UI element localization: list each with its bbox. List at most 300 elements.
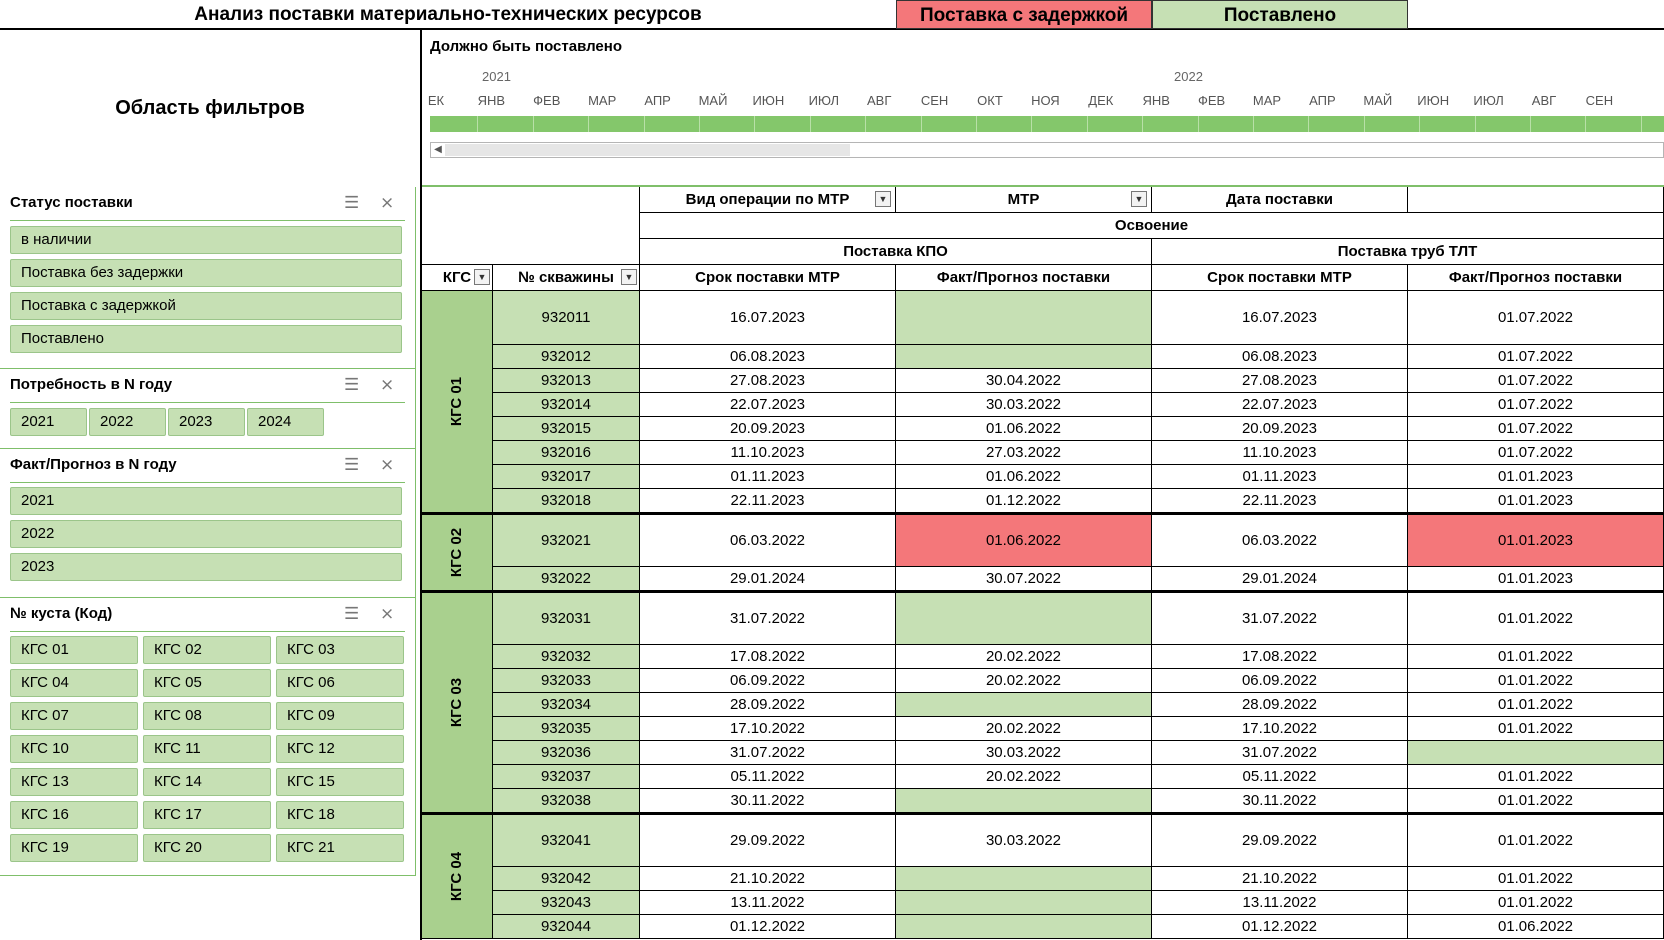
- fact-tlt-text: 01.01.2022: [1497, 870, 1574, 887]
- slicer-item[interactable]: 2022: [10, 520, 402, 548]
- term-kpo-text: 31.07.2022: [729, 744, 806, 761]
- scroll-thumb[interactable]: [445, 144, 850, 156]
- term-kpo: [640, 591, 896, 645]
- well-number-text: 932034: [540, 696, 592, 713]
- fact-kpo: [896, 693, 1152, 717]
- term-tlt-text: 06.03.2022: [1241, 532, 1318, 549]
- term-kpo: [640, 765, 896, 789]
- filter-operation-type-text: Вид операции по МТР: [685, 191, 850, 208]
- well-number-text: 932033: [540, 672, 592, 689]
- timeline-month[interactable]: АПР: [1309, 93, 1336, 108]
- fact-kpo: [896, 741, 1152, 765]
- timeline-tick: [1308, 116, 1309, 132]
- fact-tlt: [1408, 867, 1664, 891]
- timeline-tick: [588, 116, 589, 132]
- timeline-month[interactable]: АВГ: [866, 93, 892, 108]
- fact-kpo: [896, 465, 1152, 489]
- fact-kpo-text: 01.06.2022: [985, 532, 1062, 549]
- term-kpo: [640, 489, 896, 513]
- well-number-text: 932037: [540, 768, 592, 785]
- well-number: [493, 813, 640, 867]
- term-kpo-text: 22.07.2023: [729, 396, 806, 413]
- term-kpo-text: 17.08.2022: [729, 648, 806, 665]
- slicer-item[interactable]: КГС 05: [143, 669, 271, 697]
- well-number: [493, 741, 640, 765]
- divider: [10, 482, 405, 483]
- timeline-month[interactable]: ИЮН: [1417, 93, 1450, 108]
- slicer-item[interactable]: КГС 18: [276, 801, 404, 829]
- slicer-item[interactable]: КГС 20: [143, 834, 271, 862]
- slicer-item[interactable]: Поставка с задержкой: [10, 292, 402, 320]
- kgs-group-label: [422, 291, 493, 513]
- fact-kpo: [896, 813, 1152, 867]
- slicer-item[interactable]: Поставлено: [10, 325, 402, 353]
- term-tlt: [1152, 417, 1408, 441]
- fact-tlt: [1408, 645, 1664, 669]
- slicer-item[interactable]: КГС 11: [143, 735, 271, 763]
- timeline-slicer: [422, 30, 1664, 187]
- timeline-tick: [976, 116, 977, 132]
- timeline-month[interactable]: СЕН: [1585, 93, 1614, 108]
- column-header-well[interactable]: [493, 265, 640, 291]
- scroll-left-icon[interactable]: ◀: [434, 144, 442, 155]
- fact-kpo: [896, 345, 1152, 369]
- fact-kpo: [896, 291, 1152, 345]
- term-kpo: [640, 741, 896, 765]
- term-kpo-text: 17.10.2022: [729, 720, 806, 737]
- fact-tlt: [1408, 765, 1664, 789]
- fact-kpo: [896, 765, 1152, 789]
- term-kpo: [640, 789, 896, 813]
- timeline-month[interactable]: ИЮЛ: [1473, 93, 1504, 108]
- timeline-title: Должно быть поставлено: [430, 38, 622, 55]
- term-kpo: [640, 291, 896, 345]
- empty-header: [1408, 187, 1664, 213]
- well-number-text: 932017: [540, 468, 592, 485]
- slicer-item[interactable]: КГС 08: [143, 702, 271, 730]
- term-kpo-text: 22.11.2023: [730, 492, 805, 509]
- timeline-month[interactable]: ЯНВ: [1142, 93, 1170, 108]
- fact-kpo: [896, 567, 1152, 591]
- timeline-scrollbar[interactable]: [430, 142, 1664, 158]
- fact-tlt: [1408, 891, 1664, 915]
- pivot-corner: [422, 187, 640, 265]
- fact-tlt-text: 01.01.2022: [1497, 832, 1574, 849]
- timeline-month[interactable]: ОКТ: [977, 93, 1003, 108]
- timeline-month[interactable]: ИЮН: [752, 93, 785, 108]
- term-tlt: [1152, 891, 1408, 915]
- term-tlt-text: 16.07.2023: [1241, 309, 1318, 326]
- term-kpo: [640, 867, 896, 891]
- timeline-tick: [1419, 116, 1420, 132]
- fact-tlt-text: 01.07.2022: [1497, 309, 1574, 326]
- fact-tlt-text: 01.01.2022: [1497, 768, 1574, 785]
- well-dropdown-icon[interactable]: ▼: [621, 269, 637, 285]
- term-kpo: [640, 645, 896, 669]
- timeline-bar[interactable]: [430, 116, 1664, 132]
- fact-kpo: [896, 393, 1152, 417]
- term-kpo: [640, 465, 896, 489]
- timeline-month[interactable]: АВГ: [1531, 93, 1557, 108]
- fact-kpo-text: 01.12.2022: [985, 492, 1062, 509]
- fact-kpo: [896, 645, 1152, 669]
- timeline-month[interactable]: МАР: [1252, 93, 1282, 108]
- fact-tlt-text: 01.07.2022: [1497, 372, 1574, 389]
- slicer-item[interactable]: КГС 12: [276, 735, 404, 763]
- well-number: [493, 669, 640, 693]
- well-number-text: 932011: [541, 309, 591, 326]
- well-number-text: 932044: [540, 918, 592, 935]
- clear-filter-icon[interactable]: ⨯: [380, 375, 395, 394]
- fact-kpo-text: 27.03.2022: [985, 444, 1062, 461]
- well-number-text: 932032: [540, 648, 592, 665]
- timeline-tick: [1475, 116, 1476, 132]
- term-tlt-text: 01.11.2023: [1242, 468, 1317, 485]
- term-kpo: [640, 813, 896, 867]
- slicer-item[interactable]: 2021: [10, 487, 402, 515]
- fact-tlt: [1408, 567, 1664, 591]
- term-tlt-text: 06.09.2022: [1241, 672, 1318, 689]
- slicer-item[interactable]: КГС 17: [143, 801, 271, 829]
- multi-select-icon[interactable]: ☰: [344, 193, 360, 212]
- timeline-month[interactable]: НОЯ: [1031, 93, 1060, 108]
- fact-kpo: [896, 915, 1152, 939]
- term-kpo-text: 06.03.2022: [729, 532, 806, 549]
- well-number: [493, 591, 640, 645]
- term-tlt: [1152, 465, 1408, 489]
- clear-filter-icon[interactable]: ⨯: [380, 193, 395, 212]
- fact-tlt-text: 01.01.2022: [1497, 894, 1574, 911]
- well-number: [493, 765, 640, 789]
- fact-tlt-text: 01.07.2022: [1497, 396, 1574, 413]
- term-kpo: [640, 717, 896, 741]
- term-tlt: [1152, 669, 1408, 693]
- timeline-month[interactable]: ИЮЛ: [808, 93, 840, 108]
- slicer-2: [0, 369, 416, 449]
- fact-kpo: [896, 417, 1152, 441]
- fact-kpo: [896, 489, 1152, 513]
- well-number-text: 932016: [540, 444, 592, 461]
- well-number: [493, 867, 640, 891]
- fact-kpo: [896, 441, 1152, 465]
- kgs-group-label: [422, 591, 493, 813]
- legend-delivered: Поставлено: [1152, 0, 1408, 29]
- term-tlt: [1152, 441, 1408, 465]
- slicer-title: № куста (Код): [10, 605, 113, 622]
- slicer-title: Потребность в N году: [10, 376, 173, 393]
- term-tlt: [1152, 789, 1408, 813]
- timeline-month[interactable]: АПР: [644, 93, 671, 108]
- slicer-title: Факт/Прогноз в N году: [10, 456, 177, 473]
- term-tlt: [1152, 717, 1408, 741]
- timeline-tick: [1641, 116, 1642, 132]
- page-title: Анализ поставки материально-технических ресурсов: [194, 4, 702, 25]
- kgs-group-text: КГС 02: [448, 527, 466, 578]
- timeline-tick: [644, 116, 645, 132]
- fact-kpo-text: 20.02.2022: [985, 672, 1062, 689]
- timeline-month[interactable]: ЯНВ: [477, 93, 506, 108]
- kgs-group-text: КГС 04: [448, 851, 466, 902]
- sub-group-kpo-text: Поставка КПО: [843, 243, 948, 260]
- filter-mtr[interactable]: [896, 187, 1152, 213]
- term-kpo-text: 27.08.2023: [729, 372, 806, 389]
- fact-kpo-text: 20.02.2022: [985, 768, 1062, 785]
- well-number: [493, 393, 640, 417]
- column-header-term-kpo-text: Срок поставки МТР: [695, 269, 840, 286]
- fact-tlt-text: 01.01.2022: [1497, 610, 1574, 627]
- sub-group-tlt: [1152, 239, 1664, 265]
- column-header-kgs[interactable]: [422, 265, 493, 291]
- term-kpo: [640, 393, 896, 417]
- slicer-item[interactable]: КГС 21: [276, 834, 404, 862]
- legend-delayed: Поставка с задержкой: [896, 0, 1152, 29]
- term-tlt-text: 20.09.2023: [1241, 420, 1318, 437]
- timeline-tick: [1253, 116, 1254, 132]
- well-number-text: 932022: [540, 570, 592, 587]
- slicer-item[interactable]: 2021: [10, 408, 87, 436]
- fact-kpo: [896, 669, 1152, 693]
- timeline-month[interactable]: МАЙ: [1363, 93, 1393, 108]
- slicer-title: Статус поставки: [10, 194, 133, 211]
- fact-tlt: [1408, 591, 1664, 645]
- term-kpo-text: 06.08.2023: [729, 348, 806, 365]
- term-kpo-text: 31.07.2022: [729, 610, 806, 627]
- term-kpo: [640, 669, 896, 693]
- timeline-tick: [1198, 116, 1199, 132]
- operation-filter-icon[interactable]: ▼: [875, 191, 891, 207]
- timeline-tick: [754, 116, 755, 132]
- timeline-month[interactable]: ФЕВ: [533, 93, 561, 108]
- filter-area-label: Область фильтров: [115, 97, 305, 119]
- timeline-tick: [1530, 116, 1531, 132]
- slicer-item[interactable]: КГС 14: [143, 768, 271, 796]
- fact-tlt-text: 01.01.2022: [1497, 648, 1574, 665]
- timeline-month[interactable]: СЕН: [920, 93, 949, 108]
- term-kpo-text: 06.09.2022: [729, 672, 806, 689]
- term-tlt-text: 13.11.2022: [1242, 894, 1317, 911]
- kgs-group-label: [422, 513, 493, 591]
- slicer-item[interactable]: КГС 01: [10, 636, 138, 664]
- well-number: [493, 465, 640, 489]
- multi-select-icon[interactable]: ☰: [344, 375, 360, 394]
- term-kpo-text: 28.09.2022: [729, 696, 806, 713]
- fact-kpo-text: 30.07.2022: [985, 570, 1062, 587]
- filter-delivery-date[interactable]: [1152, 187, 1408, 213]
- fact-tlt: [1408, 441, 1664, 465]
- fact-tlt: [1408, 693, 1664, 717]
- divider: [10, 220, 405, 221]
- slicer-item[interactable]: 2022: [89, 408, 166, 436]
- fact-tlt: [1408, 915, 1664, 939]
- fact-tlt: [1408, 789, 1664, 813]
- fact-kpo: [896, 591, 1152, 645]
- slicer-item[interactable]: КГС 07: [10, 702, 138, 730]
- fact-tlt: [1408, 717, 1664, 741]
- term-tlt: [1152, 693, 1408, 717]
- well-number-text: 932015: [540, 420, 592, 437]
- slicer-item[interactable]: Поставка без задержки: [10, 259, 402, 287]
- term-kpo-text: 30.11.2022: [730, 792, 805, 809]
- term-kpo-text: 20.09.2023: [729, 420, 806, 437]
- column-header-fact-kpo: [896, 265, 1152, 291]
- well-number: [493, 717, 640, 741]
- fact-tlt-text: 01.01.2022: [1497, 696, 1574, 713]
- well-number-text: 932031: [540, 610, 592, 627]
- term-tlt-text: 30.11.2022: [1242, 792, 1317, 809]
- term-kpo: [640, 441, 896, 465]
- term-tlt-text: 29.01.2024: [1241, 570, 1318, 587]
- column-header-fact-tlt: [1408, 265, 1664, 291]
- column-header-term-kpo: [640, 265, 896, 291]
- fact-tlt-text: 01.07.2022: [1497, 444, 1574, 461]
- fact-tlt: [1408, 291, 1664, 345]
- sub-group-kpo: [640, 239, 1152, 265]
- term-tlt: [1152, 345, 1408, 369]
- kgs-group-text: КГС 01: [448, 376, 466, 427]
- term-kpo: [640, 417, 896, 441]
- term-tlt-text: 21.10.2022: [1241, 870, 1318, 887]
- well-number: [493, 567, 640, 591]
- kgs-dropdown-icon[interactable]: ▼: [474, 269, 490, 285]
- fact-kpo: [896, 369, 1152, 393]
- timeline-month[interactable]: МАР: [588, 93, 617, 108]
- well-number-text: 932012: [540, 348, 592, 365]
- term-tlt-text: 28.09.2022: [1241, 696, 1318, 713]
- fact-kpo-text: 20.02.2022: [985, 648, 1062, 665]
- fact-tlt: [1408, 741, 1664, 765]
- fact-tlt: [1408, 813, 1664, 867]
- slicer-item[interactable]: 2024: [247, 408, 324, 436]
- fact-kpo: [896, 867, 1152, 891]
- well-number: [493, 441, 640, 465]
- column-header-fact-kpo-text: Факт/Прогноз поставки: [936, 269, 1111, 286]
- clear-filter-icon[interactable]: ⨯: [380, 455, 395, 474]
- fact-kpo: [896, 513, 1152, 567]
- clear-filter-icon[interactable]: ⨯: [380, 604, 395, 623]
- slicer-item[interactable]: КГС 03: [276, 636, 404, 664]
- fact-kpo-text: 30.03.2022: [985, 832, 1062, 849]
- slicer-item[interactable]: 2023: [10, 553, 402, 581]
- term-tlt-text: 17.08.2022: [1241, 648, 1318, 665]
- term-tlt-text: 01.12.2022: [1241, 918, 1318, 935]
- kgs-group-text: КГС 03: [448, 677, 466, 728]
- well-number-text: 932013: [540, 372, 592, 389]
- group-header-text: Освоение: [1114, 217, 1189, 234]
- filter-operation-type[interactable]: [640, 187, 896, 213]
- term-kpo: [640, 345, 896, 369]
- term-tlt-text: 31.07.2022: [1241, 744, 1318, 761]
- term-tlt: [1152, 489, 1408, 513]
- well-number: [493, 693, 640, 717]
- fact-kpo-text: 01.06.2022: [985, 420, 1062, 437]
- well-number-text: 932041: [540, 832, 592, 849]
- term-kpo: [640, 693, 896, 717]
- column-header-kgs-text: КГС: [442, 269, 472, 286]
- fact-tlt-text: 01.01.2022: [1497, 672, 1574, 689]
- term-tlt-text: 29.09.2022: [1241, 832, 1318, 849]
- fact-tlt-text: 01.06.2022: [1497, 918, 1574, 935]
- well-number: [493, 891, 640, 915]
- slicer-item[interactable]: КГС 13: [10, 768, 138, 796]
- fact-tlt: [1408, 393, 1664, 417]
- timeline-month[interactable]: ДЕК: [1088, 93, 1114, 108]
- well-number: [493, 645, 640, 669]
- term-tlt: [1152, 813, 1408, 867]
- timeline-tick: [1087, 116, 1088, 132]
- fact-tlt: [1408, 513, 1664, 567]
- well-number-text: 932021: [540, 532, 592, 549]
- column-header-fact-tlt-text: Факт/Прогноз поставки: [1448, 269, 1623, 286]
- well-number: [493, 915, 640, 939]
- slicer-item[interactable]: КГС 09: [276, 702, 404, 730]
- divider: [10, 402, 405, 403]
- slicer-item[interactable]: КГС 19: [10, 834, 138, 862]
- term-kpo-text: 16.07.2023: [729, 309, 806, 326]
- fact-kpo-text: 30.03.2022: [985, 396, 1062, 413]
- timeline-tick: [810, 116, 811, 132]
- well-number-text: 932035: [540, 720, 592, 737]
- well-number-text: 932038: [540, 792, 592, 809]
- slicer-3: [0, 449, 416, 598]
- well-number-text: 932042: [540, 870, 592, 887]
- timeline-month[interactable]: МАЙ: [698, 93, 728, 108]
- multi-select-icon[interactable]: ☰: [344, 604, 360, 623]
- slicer-1: [0, 187, 416, 369]
- mtr-filter-icon[interactable]: ▼: [1131, 191, 1147, 207]
- term-kpo-text: 11.10.2023: [730, 444, 805, 461]
- fact-tlt: [1408, 489, 1664, 513]
- slicer-item[interactable]: КГС 15: [276, 768, 404, 796]
- fact-tlt-text: 01.01.2023: [1497, 492, 1574, 509]
- fact-tlt: [1408, 417, 1664, 441]
- multi-select-icon[interactable]: ☰: [344, 455, 360, 474]
- term-kpo: [640, 513, 896, 567]
- well-number: [493, 417, 640, 441]
- term-kpo-text: 13.11.2022: [730, 894, 805, 911]
- sub-group-tlt-text: Поставка труб ТЛТ: [1337, 243, 1478, 260]
- term-kpo-text: 29.09.2022: [729, 832, 806, 849]
- filter-mtr-text: МТР: [1007, 191, 1040, 208]
- column-header-term-tlt-text: Срок поставки МТР: [1207, 269, 1352, 286]
- term-tlt: [1152, 369, 1408, 393]
- slicer-item[interactable]: КГС 06: [276, 669, 404, 697]
- term-kpo: [640, 567, 896, 591]
- well-number: [493, 513, 640, 567]
- slicer-item[interactable]: КГС 16: [10, 801, 138, 829]
- timeline-tick: [921, 116, 922, 132]
- term-kpo: [640, 915, 896, 939]
- kgs-group-label: [422, 813, 493, 939]
- term-kpo-text: 01.12.2022: [729, 918, 806, 935]
- slicer-item[interactable]: КГС 02: [143, 636, 271, 664]
- well-number: [493, 789, 640, 813]
- slicer-item[interactable]: КГС 04: [10, 669, 138, 697]
- term-tlt-text: 22.11.2023: [1242, 492, 1317, 509]
- slicer-item[interactable]: КГС 10: [10, 735, 138, 763]
- timeline-year-2021: 2021: [482, 69, 511, 84]
- term-tlt: [1152, 915, 1408, 939]
- timeline-month[interactable]: ФЕВ: [1197, 93, 1226, 108]
- slicer-item[interactable]: в наличии: [10, 226, 402, 254]
- slicer-item[interactable]: 2023: [168, 408, 245, 436]
- column-header-term-tlt: [1152, 265, 1408, 291]
- fact-tlt: [1408, 345, 1664, 369]
- fact-tlt-text: 01.07.2022: [1497, 420, 1574, 437]
- timeline-month[interactable]: ЕК: [427, 93, 445, 108]
- filter-delivery-date-text: Дата поставки: [1226, 191, 1333, 208]
- fact-kpo: [896, 891, 1152, 915]
- term-tlt: [1152, 513, 1408, 567]
